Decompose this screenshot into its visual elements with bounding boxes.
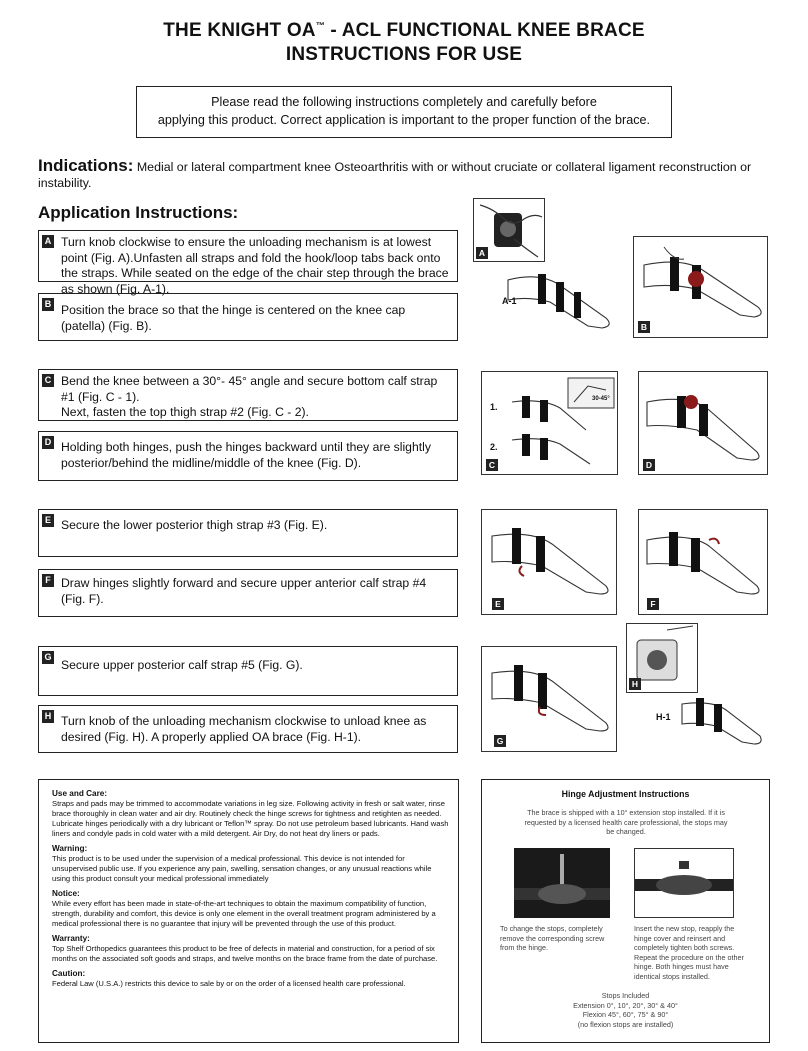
use-and-care-box — [38, 779, 459, 1043]
stops-flexion: Flexion 45°, 60°, 75° & 90° — [582, 1010, 669, 1019]
screwdriver-icon — [514, 848, 610, 918]
notice-line-2: applying this product. Correct application is important to the proper function of the brace. — [157, 113, 651, 127]
page-title — [0, 20, 808, 42]
warning-text: This product is to be used under the supervision of a medical professional. This device is not intended for unsupervised public use. If you experience any pain, swelling, sensation changes, or any unusual reactions while using this product consult your medical professional immediately — [52, 854, 432, 883]
figure-label: 1. — [490, 402, 498, 412]
knee-bend-illustration — [482, 372, 618, 475]
step-letter: C — [42, 374, 54, 387]
hinge-right-caption: Insert the new stop, reapply the hinge cover and reinsert and completely tighten both screws. Repeat the procedure on the other hinge. Both hinges must have identical stops installed. — [634, 924, 744, 981]
use-heading: Use and Care: — [52, 789, 108, 798]
hinge-left-caption: To change the stops, completely remove the corresponding screw from the hinge. — [500, 924, 605, 952]
hinge-push-illustration — [639, 372, 768, 475]
figure-tag: F — [647, 598, 659, 610]
figure-g — [481, 646, 617, 752]
step-letter: F — [42, 574, 54, 587]
figure-a1 — [498, 262, 618, 340]
figure-label: 2. — [490, 442, 498, 452]
trademark: ™ — [315, 20, 325, 31]
step-text: Draw hinges slightly forward and secure upper anterior calf strap #4 (Fig. F). — [61, 576, 427, 606]
step-text: Turn knob clockwise to ensure the unloading mechanism is at lowest point (Fig. A).Unfasten all straps and fold the hook/loop tabs back onto the straps. While seated on the edge of the chair step through the brace as shown (Fig. A-1). — [61, 235, 449, 296]
page-subtitle: INSTRUCTIONS FOR USE — [285, 44, 523, 65]
figure-c — [481, 371, 618, 475]
indications-heading: Indications: — [38, 156, 134, 175]
figure-b — [633, 236, 768, 338]
hinge-adjustment-box — [481, 779, 770, 1043]
step-text-2: Next, fasten the top thigh strap #2 (Fig. C - 2). — [61, 405, 309, 419]
notice-line-1: Please read the following instructions completely and carefully before — [211, 95, 597, 109]
application-heading: Application Instructions: — [38, 203, 239, 222]
indications-text: Medial or lateral compartment knee Osteoarthritis with or without cruciate or collateral ligament reconstruction or instability. — [38, 160, 752, 190]
indications — [38, 158, 758, 191]
hinge-intro: The brace is shipped with a 10° extension stop installed. If it is requested by a licensed health care professional, the stops may be changed. — [524, 808, 728, 836]
figure-h — [626, 623, 698, 693]
step-text: Holding both hinges, push the hinges backward until they are slightly posterior/behind the midline/middle of the knee (Fig. D). — [61, 440, 431, 470]
caution-text: Federal Law (U.S.A.) restricts this device to sale by or on the order of a licensed health care professional. — [52, 979, 406, 988]
warning-heading: Warning: — [52, 844, 88, 853]
figure-tag: B — [638, 321, 650, 333]
figure-label: A-1 — [502, 296, 517, 306]
title-part: THE KNIGHT OA — [163, 20, 316, 41]
step-d — [38, 431, 458, 481]
figure-d — [638, 371, 768, 475]
figure-tag: C — [486, 459, 498, 471]
figure-tag: A — [476, 247, 488, 259]
caution-heading: Caution: — [52, 969, 86, 978]
step-f — [38, 569, 458, 617]
step-letter: B — [42, 298, 54, 311]
step-c — [38, 369, 458, 421]
warranty-heading: Warranty: — [52, 934, 90, 943]
figure-h1 — [652, 690, 768, 752]
title-part-rest: - ACL FUNCTIONAL KNEE BRACE — [324, 20, 645, 41]
step-b — [38, 293, 458, 341]
step-letter: E — [42, 514, 54, 527]
brace-centering-illustration — [634, 237, 768, 338]
figure-tag: E — [492, 598, 504, 610]
stops-heading: Stops Included — [601, 991, 650, 1000]
stops-extension: Extension 0°, 10°, 20°, 30° & 40° — [573, 1000, 678, 1010]
step-text: Turn knob of the unloading mechanism clockwise to unload knee as desired (Fig. H). A properly applied OA brace (Fig. H-1). — [61, 714, 427, 744]
step-letter: G — [42, 651, 54, 664]
step-letter: D — [42, 436, 54, 449]
figure-label: H-1 — [656, 712, 671, 722]
stops-note: (no flexion stops are installed) — [577, 1019, 674, 1029]
figure-f — [638, 509, 768, 615]
hinge-photo-right — [634, 848, 734, 918]
step-text: Secure the lower posterior thigh strap #3 (Fig. E). — [61, 518, 328, 532]
step-letter: A — [42, 235, 54, 248]
step-e — [38, 509, 458, 557]
figure-e — [481, 509, 617, 615]
figure-tag: H — [629, 678, 641, 690]
figure-tag: G — [494, 735, 506, 747]
notice-heading: Notice: — [52, 889, 80, 898]
figure-a — [473, 198, 545, 262]
step-g — [38, 646, 458, 696]
step-text: Position the brace so that the hinge is centered on the knee cap (patella) (Fig. B). — [61, 303, 406, 333]
figure-tag: D — [643, 459, 655, 471]
notice-text: While every effort has been made in state-of-the-art techniques to obtain the maximum compatibility of function, strength, durability and comfort, this device is only one element in the overall treatment program administered by a medical professional there is no guarantee that injury will be prevented through the use of this product. — [52, 899, 436, 928]
hinge-title: Hinge Adjustment Instructions — [561, 789, 690, 799]
angle-label: 30-45° — [592, 396, 610, 402]
use-text: Straps and pads may be trimmed to accommodate variations in leg size. Following activity in fresh or salt water, rinse brace thoroughly in clean water and air dry. Routinely check the hinge screws for tightness and retighten as needed. Lubricate hinges periodically with a dry lubricant or Teflon™ spray. Do not use petroleum based lubricants. Hand wash liners and condyle pads in cold water with a mild detergent. Air Dry, do not heat dry liners or pads. — [52, 799, 449, 838]
step-text: Bend the knee between a 30°- 45° angle and secure bottom calf strap #1 (Fig. C - 1). — [61, 374, 438, 404]
step-text: Secure upper posterior calf strap #5 (Fig. G). — [61, 658, 303, 672]
hinge-icon — [635, 849, 733, 917]
hinge-photo-left — [514, 848, 610, 918]
read-notice — [136, 86, 672, 138]
step-a — [38, 230, 458, 296]
step-letter: H — [42, 710, 54, 723]
warranty-text: Top Shelf Orthopedics guarantees this product to be free of defects in material and construction, for a period of six months on the associated soft goods and straps, and twelve months on the brace frame from the date of purchase. — [52, 944, 438, 963]
step-h — [38, 705, 458, 753]
